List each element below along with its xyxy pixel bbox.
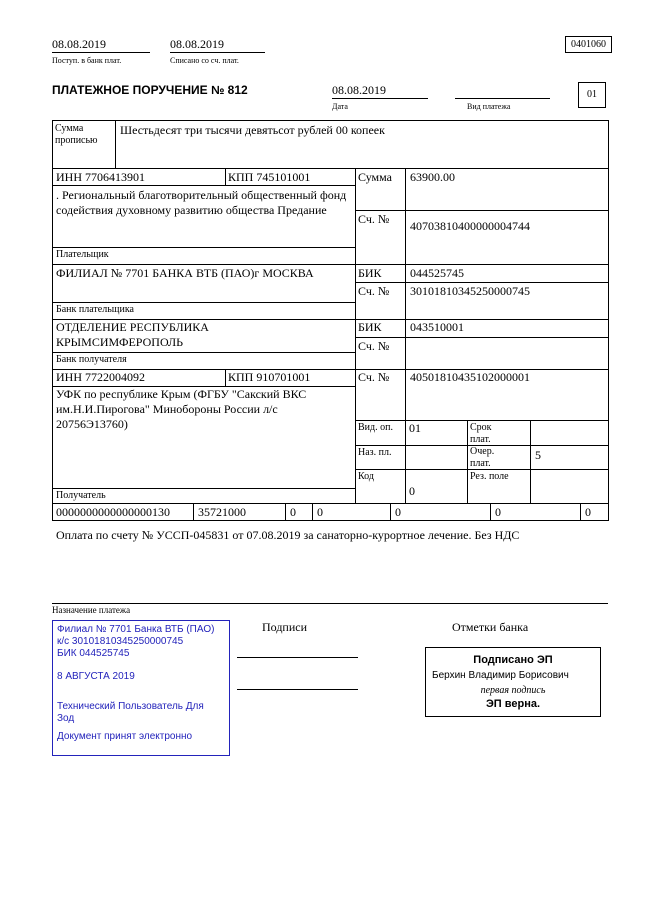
rule [405, 168, 406, 503]
payer-name: . Региональный благотворительный общественный фонд содействия духовному развитию общества Предание [56, 188, 347, 217]
payee-bank-account-label: Сч. № [358, 339, 390, 353]
op-kind-label: Вид. оп. [358, 422, 393, 433]
stamp-note: Документ принят электронно [57, 731, 193, 742]
purpose-code-label: Наз. пл. [358, 447, 392, 458]
rule [332, 98, 428, 99]
eds-signer-name: Берхин Владимир Борисович [432, 670, 569, 681]
rule [312, 503, 313, 521]
reserve-field-label: Рез. поле [470, 471, 509, 482]
amount-words-label: Сумма прописью [55, 123, 98, 146]
payer-bank-account: 30101810345250000745 [410, 284, 530, 298]
tax-field-cell: 35721000 [198, 505, 246, 519]
stamp-date: 8 АВГУСТА 2019 [57, 671, 135, 682]
rule [225, 369, 226, 386]
payer-inn: ИНН 7706413901 [56, 170, 145, 184]
rule [285, 503, 286, 521]
form-code-box: 0401060 [565, 36, 612, 53]
payee-bank-bik: 043510001 [410, 320, 464, 334]
tax-field-cell: 0 [317, 505, 323, 519]
priority-value: 5 [535, 448, 541, 462]
header-date-label: Дата [332, 102, 348, 111]
rule [530, 420, 531, 503]
payee-name: УФК по республике Крым (ФГБУ "Сакский ВКС им.Н.И.Пирогова" Минобороны России л/с 20756Э13760) [56, 387, 307, 431]
rule [52, 488, 355, 489]
payer-bank-name: ФИЛИАЛ № 7701 БАНКА ВТБ (ПАО)г МОСКВА [56, 266, 314, 280]
amount-words-value: Шестьдесят три тысячи девятьсот рублей 00 копеек [120, 123, 385, 137]
rule [355, 420, 608, 421]
payer-account: 40703810400000004744 [410, 219, 530, 233]
rule [455, 98, 550, 99]
priority-label: Очер. плат. [470, 446, 495, 469]
due-date-label: Срок плат. [470, 422, 492, 445]
rule [355, 337, 608, 338]
bank-stamp [52, 620, 230, 756]
code-value: 0 [409, 484, 415, 498]
tax-field-cell: 0 [290, 505, 296, 519]
rule [52, 352, 355, 353]
payment-kind-label: Вид платежа [467, 102, 511, 111]
amount-value: 63900.00 [410, 170, 455, 184]
tax-field-cell: 0000000000000000130 [56, 505, 170, 519]
rule [193, 503, 194, 521]
amount-label: Сумма [358, 170, 392, 184]
top-date-received-label: Поступ. в банк плат. [52, 56, 122, 65]
payee-bank-section-label: Банк получателя [56, 354, 127, 365]
payer-kpp: КПП 745101001 [228, 170, 311, 184]
rule [355, 210, 608, 211]
payee-bank-bik-label: БИК [358, 320, 382, 334]
rule [52, 503, 608, 504]
top-date-received: 08.08.2019 [52, 37, 106, 51]
rule [52, 247, 355, 248]
rule [355, 168, 356, 503]
rule [225, 168, 226, 185]
rule [170, 52, 265, 53]
bank-marks-label: Отметки банка [452, 620, 529, 634]
stamp-bank-name: Филиал № 7701 Банка ВТБ (ПАО) [57, 624, 215, 635]
payee-bank-name: ОТДЕЛЕНИЕ РЕСПУБЛИКА КРЫМСИМФЕРОПОЛЬ [56, 320, 209, 349]
payer-account-label: Сч. № [358, 212, 390, 226]
stamp-user: Технический Пользователь Для Зод [57, 701, 204, 724]
rule [52, 264, 608, 265]
signature-line [237, 689, 358, 690]
rule [52, 168, 608, 169]
header-date: 08.08.2019 [332, 83, 386, 97]
tax-field-cell: 0 [495, 505, 501, 519]
payee-inn: ИНН 7722004092 [56, 370, 145, 384]
signatures-label: Подписи [262, 620, 308, 634]
rule [580, 503, 581, 521]
payment-order-title: ПЛАТЕЖНОЕ ПОРУЧЕНИЕ № 812 [52, 83, 248, 97]
code-label: Код [358, 471, 374, 482]
eds-verified-label: ЭП верна. [485, 698, 541, 710]
top-date-debited-label: Списано со сч. плат. [170, 56, 239, 65]
payer-bank-bik-label: БИК [358, 266, 382, 280]
payer-bank-bik: 044525745 [410, 266, 464, 280]
top-date-debited: 08.08.2019 [170, 37, 224, 51]
eds-signature-role: первая подпись [480, 685, 546, 696]
payment-kind-box: 01 [578, 82, 606, 108]
payee-kpp: КПП 910701001 [228, 370, 311, 384]
rule [52, 302, 355, 303]
payee-section-label: Получатель [56, 490, 106, 501]
rule [52, 52, 150, 53]
rule [390, 503, 391, 521]
tax-field-cell: 0 [585, 505, 591, 519]
eds-signed-label: Подписано ЭП [473, 654, 553, 666]
bank-marks-box [425, 647, 601, 717]
payer-bank-account-label: Сч. № [358, 284, 390, 298]
rule [467, 420, 468, 503]
rule [355, 282, 608, 283]
payee-account-label: Сч. № [358, 370, 390, 384]
stamp-bik: БИК 044525745 [57, 648, 130, 659]
payment-purpose-text: Оплата по счету № УССП-045831 от 07.08.2019 за санаторно-курортное лечение. Без НДС [56, 528, 520, 542]
tax-field-cell: 0 [395, 505, 401, 519]
rule [52, 185, 355, 186]
signature-line [237, 657, 358, 658]
stamp-corr-account: к/с 30101810345250000745 [57, 636, 184, 647]
rule [52, 603, 608, 604]
payment-purpose-label: Назначение платежа [52, 605, 131, 615]
payee-account: 40501810435102000001 [410, 370, 530, 384]
payer-bank-section-label: Банк плательщика [56, 304, 134, 315]
op-kind-value: 01 [409, 421, 421, 435]
rule [490, 503, 491, 521]
payer-section-label: Плательщик [56, 249, 109, 260]
